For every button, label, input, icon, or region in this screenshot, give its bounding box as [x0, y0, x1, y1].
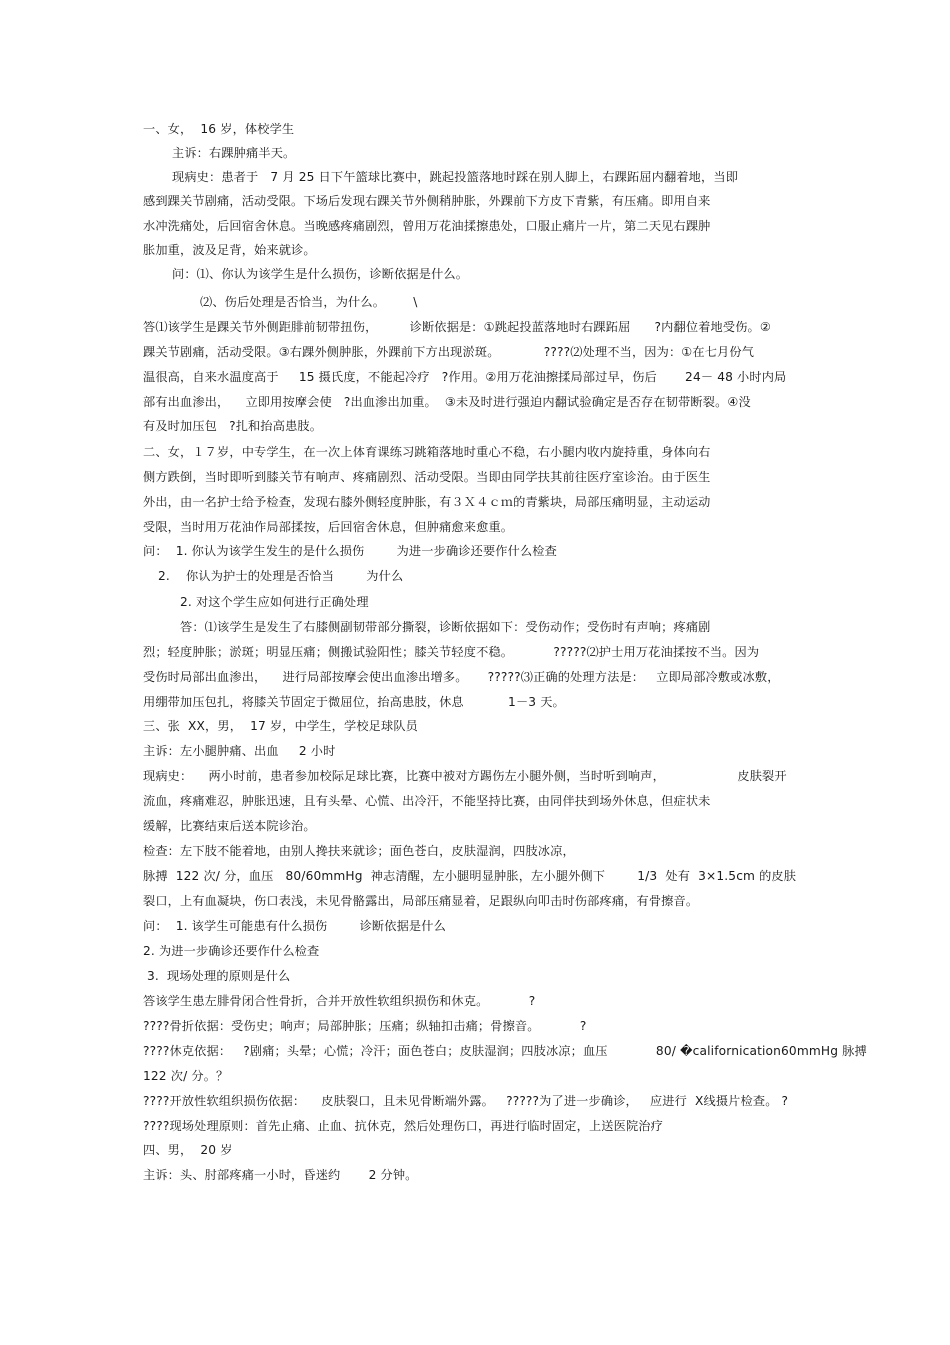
case-3-question-1: 问： 1. 该学生可能患有什么损伤 诊断依据是什么: [143, 919, 446, 933]
case-1-heading: 一、女， 16 岁，体校学生: [143, 122, 295, 136]
case-3-answer-fracture: ????骨折依据：受伤史；响声；局部肿胀；压痛；纵轴扣击痛；骨擦音。 ?: [143, 1019, 587, 1033]
case-2-answer-line-3: 受伤时局部出血渗出， 进行局部按摩会使出血渗出增多。 ?????⑶正确的处理方法是： 立即局部冷敷或冰敷，: [143, 670, 780, 684]
case-3-heading: 三、张 XX，男， 17 岁，中学生，学校足球队员: [143, 719, 419, 733]
case-1-question-2: ⑵、伤后处理是否恰当，为什么。 \: [200, 295, 418, 309]
case-2-question-2: 2. 你认为护士的处理是否恰当 为什么: [158, 569, 404, 583]
case-1-answer-line-3: 温很高，自来水温度高于 15 摄氏度，不能起冷疗 ?作用。②用万花油擦揉局部过早，伤后 24－ 48 小时内局: [143, 370, 787, 384]
case-3-exam-line-1: 检查：左下肢不能着地，由别人搀扶来就诊；面色苍白，皮肤湿润，四肢冰凉，: [143, 844, 575, 858]
case-1-chief-complaint: 主诉：右踝肿痛半天。: [172, 146, 296, 160]
case-2-answer-line-1: 答：⑴该学生是发生了右膝侧副韧带部分撕裂，诊断依据如下：受伤动作；受伤时有声响；疼痛剧: [180, 620, 711, 634]
case-1-history-line-2: 感到踝关节剧痛，活动受限。下场后发现右踝关节外侧稍肿胀，外踝前下方皮下青紫，有压痛。即用自来: [143, 194, 711, 208]
case-2-history-line-2: 侧方跌倒，当时即听到膝关节有响声、疼痛剧烈、活动受限。当即由同学扶其前往医疗室诊治。由于医生: [143, 470, 711, 484]
case-3-question-2: 2. 为进一步确诊还要作什么检查: [143, 944, 320, 958]
case-3-question-3: 3. 现场处理的原则是什么: [143, 969, 291, 983]
case-2-answer-line-2: 烈；轻度肿胀；淤斑；明显压痛；侧搬试验阳性；膝关节轻度不稳。 ?????⑵护士用万花油揉按不当。因为: [143, 645, 760, 659]
case-1-answer-line-2: 踝关节剧痛，活动受限。③右踝外侧肿胀，外踝前下方出现淤斑。 ????⑵处理不当，因为：①在七月份气: [143, 345, 755, 359]
case-4-heading: 四、男， 20 岁: [143, 1143, 233, 1157]
case-3-answer-soft-tissue: ????开放性软组织损伤依据： 皮肤裂口，且未见骨断端外露。 ?????为了进一步确诊， 应进行 X线摄片检查。 ?: [143, 1094, 789, 1108]
case-2-history-line-4: 受限，当时用万花油作局部揉按，后回宿舍休息，但肿痛愈来愈重。: [143, 520, 514, 534]
case-2-history-line-3: 外出，由一名护士给予检查，发现右膝外侧轻度肿胀，有３Ｘ４ｃｍ的青紫块，局部压痛明显，主动运动: [143, 495, 711, 509]
case-1-history-line-1: 现病史：患者于 7 月 25 日下午篮球比赛中，跳起投篮落地时踩在别人脚上，右踝跖屈内翻着地，当即: [172, 170, 739, 184]
case-4-chief-complaint: 主诉：头、肘部疼痛一小时，昏迷约 2 分钟。: [143, 1168, 418, 1182]
case-1-answer-line-1: 答⑴该学生是踝关节外侧距腓前韧带扭伤， 诊断依据是：①跳起投蓝落地时右踝跖屈 ?内翻位着地受伤。②: [143, 320, 771, 334]
case-3-exam-line-3: 裂口，上有血凝块，伤口表浅，未见骨骼露出，局部压痛显着，足跟纵向叩击时伤部疼痛，有骨擦音。: [143, 894, 699, 908]
case-1-question-1: 问：⑴、你认为该学生是什么损伤，诊断依据是什么。: [172, 267, 469, 281]
case-2-question-1: 问： 1. 你认为该学生发生的是什么损伤 为进一步确诊还要作什么检查: [143, 544, 557, 558]
case-1-answer-line-5: 有及时加压包 ?扎和抬高患肢。: [143, 419, 323, 433]
case-3-answer-principle: ????现场处理原则：首先止痛、止血、抗休克，然后处理伤口，再进行临时固定，上送医院治疗: [143, 1119, 663, 1133]
case-3-history-line-1: 现病史： 两小时前，患者参加校际足球比赛，比赛中被对方踢伤左小腿外侧，当时听到响声， 皮肤裂开: [143, 769, 787, 783]
case-3-answer-shock-cont: 122 次/ 分。？: [143, 1069, 229, 1083]
case-1-answer-line-4: 部有出血渗出， 立即用按摩会使 ?出血渗出加重。 ③未及时进行强迫内翻试验确定是否存在韧带断裂。④没: [143, 395, 751, 409]
case-2-answer-line-4: 用绷带加压包扎，将膝关节固定于微屈位，抬高患肢，休息 1－3 天。: [143, 695, 565, 709]
case-3-answer-line-1: 答该学生患左腓骨闭合性骨折，合并开放性软组织损伤和休克。 ?: [143, 994, 536, 1008]
case-3-exam-line-2: 脉搏 122 次/ 分，血压 80/60mmHg 神志清醒，左小腿明显肿胀，左小腿外侧下 1/3 处有 3×1.5cm 的皮肤: [143, 869, 797, 883]
case-2-question-3: 2. 对这个学生应如何进行正确处理: [180, 595, 369, 609]
case-1-history-line-3: 水冲洗痛处，后回宿舍休息。当晚感疼痛剧烈，曾用万花油揉擦患处，口服止痛片一片，第二天见右踝肿: [143, 219, 711, 233]
case-3-history-line-3: 缓解，比赛结束后送本院诊治。: [143, 819, 316, 833]
case-3-answer-shock: ????休克依据： ?剧痛；头晕；心慌；冷汗；面色苍白；皮肤湿润；四肢冰凉；血压 80/ �californication60mmHg 脉搏: [143, 1044, 867, 1058]
case-3-history-line-2: 流血，疼痛难忍，肿胀迅速，且有头晕、心慌、出冷汗，不能坚持比赛，由同伴扶到场外休息，但症状未: [143, 794, 711, 808]
case-1-history-line-4: 胀加重，波及足背，始来就诊。: [143, 243, 316, 257]
case-3-chief-complaint: 主诉：左小腿肿痛、出血 2 小时: [143, 744, 336, 758]
case-2-heading-line-1: 二、女，１７岁，中专学生，在一次上体育课练习跳箱落地时重心不稳，右小腿内收内旋持重，身体向右: [143, 445, 711, 459]
